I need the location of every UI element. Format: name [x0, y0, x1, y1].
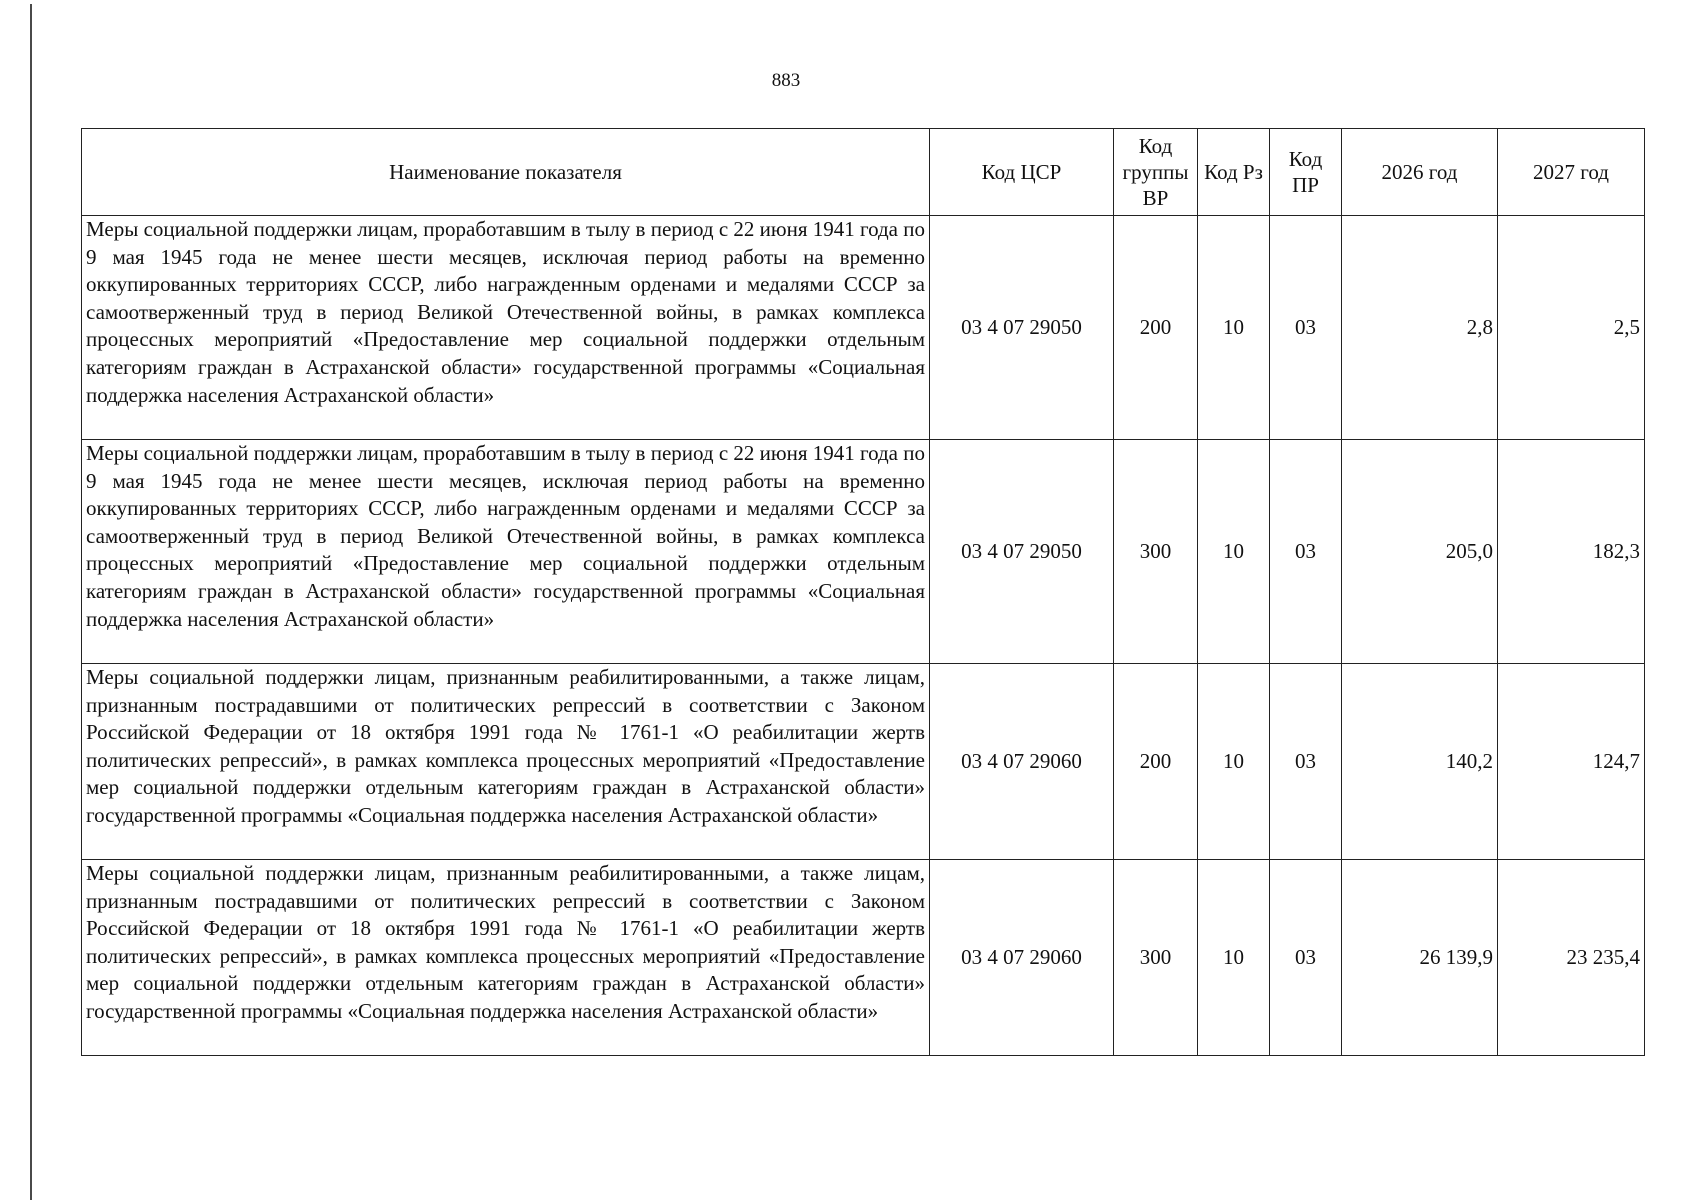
budget-table [81, 128, 1645, 1056]
row-csr: 03 4 07 29060 [930, 860, 1114, 1056]
table-row [82, 216, 1645, 440]
table-body [82, 216, 1645, 1056]
row-rz: 10 [1198, 440, 1270, 664]
header-name: Наименование показателя [82, 129, 930, 216]
row-csr: 03 4 07 29060 [930, 664, 1114, 860]
row-name: Меры социальной поддержки лицам, проработавшим в тылу в период с 22 июня 1941 года по 9 мая 1945 года не менее шести месяцев, исключая период работы на временно оккупированных территориях СССР, либо награжденным орденами и медалями СССР за самоотверженный труд в период Великой Отечественной войны, в рамках комплекса процессных мероприятий «Предоставление мер социальной поддержки отдельным категориям граждан в Астраханской области» государственной программы «Социальная поддержка населения Астраханской области» [82, 440, 930, 664]
row-2027: 23 235,4 [1498, 860, 1645, 1056]
row-2026: 2,8 [1342, 216, 1498, 440]
row-rz: 10 [1198, 216, 1270, 440]
row-pr: 03 [1270, 216, 1342, 440]
row-2027: 182,3 [1498, 440, 1645, 664]
row-vr: 300 [1114, 860, 1198, 1056]
header-row [82, 129, 1645, 216]
row-rz: 10 [1198, 860, 1270, 1056]
page-number: 883 [771, 70, 801, 91]
row-csr: 03 4 07 29050 [930, 440, 1114, 664]
row-rz: 10 [1198, 664, 1270, 860]
row-vr: 200 [1114, 216, 1198, 440]
row-vr: 200 [1114, 664, 1198, 860]
table-row [82, 664, 1645, 860]
row-2026: 26 139,9 [1342, 860, 1498, 1056]
row-2026: 205,0 [1342, 440, 1498, 664]
table-header [82, 129, 1645, 216]
row-2026: 140,2 [1342, 664, 1498, 860]
row-pr: 03 [1270, 664, 1342, 860]
page-binding-line [30, 4, 32, 1200]
row-name: Меры социальной поддержки лицам, проработавшим в тылу в период с 22 июня 1941 года по 9 мая 1945 года не менее шести месяцев, исключая период работы на временно оккупированных территориях СССР, либо награжденным орденами и медалями СССР за самоотверженный труд в период Великой Отечественной войны, в рамках комплекса процессных мероприятий «Предоставление мер социальной поддержки отдельным категориям граждан в Астраханской области» государственной программы «Социальная поддержка населения Астраханской области» [82, 216, 930, 440]
row-name: Меры социальной поддержки лицам, признанным реабилитированными, а также лицам, признанным пострадавшими от политических репрессий в соответствии с Законом Российской Федерации от 18 октября 1991 года № 1761-1 «О реабилитации жертв политических репрессий», в рамках комплекса процессных мероприятий «Предоставление мер социальной поддержки отдельным категориям граждан в Астраханской области» государственной программы «Социальная поддержка населения Астраханской области» [82, 860, 930, 1056]
row-pr: 03 [1270, 440, 1342, 664]
row-pr: 03 [1270, 860, 1342, 1056]
header-pr: Код ПР [1270, 129, 1342, 216]
row-csr: 03 4 07 29050 [930, 216, 1114, 440]
row-2027: 124,7 [1498, 664, 1645, 860]
row-vr: 300 [1114, 440, 1198, 664]
header-2026: 2026 год [1342, 129, 1498, 216]
row-2027: 2,5 [1498, 216, 1645, 440]
table-row [82, 440, 1645, 664]
header-vr: Код группы ВР [1114, 129, 1198, 216]
header-2027: 2027 год [1498, 129, 1645, 216]
header-csr: Код ЦСР [930, 129, 1114, 216]
row-name: Меры социальной поддержки лицам, признанным реабилитированными, а также лицам, признанным пострадавшими от политических репрессий в соответствии с Законом Российской Федерации от 18 октября 1991 года № 1761-1 «О реабилитации жертв политических репрессий», в рамках комплекса процессных мероприятий «Предоставление мер социальной поддержки отдельным категориям граждан в Астраханской области» государственной программы «Социальная поддержка населения Астраханской области» [82, 664, 930, 860]
table-row [82, 860, 1645, 1056]
header-rz: Код Рз [1198, 129, 1270, 216]
